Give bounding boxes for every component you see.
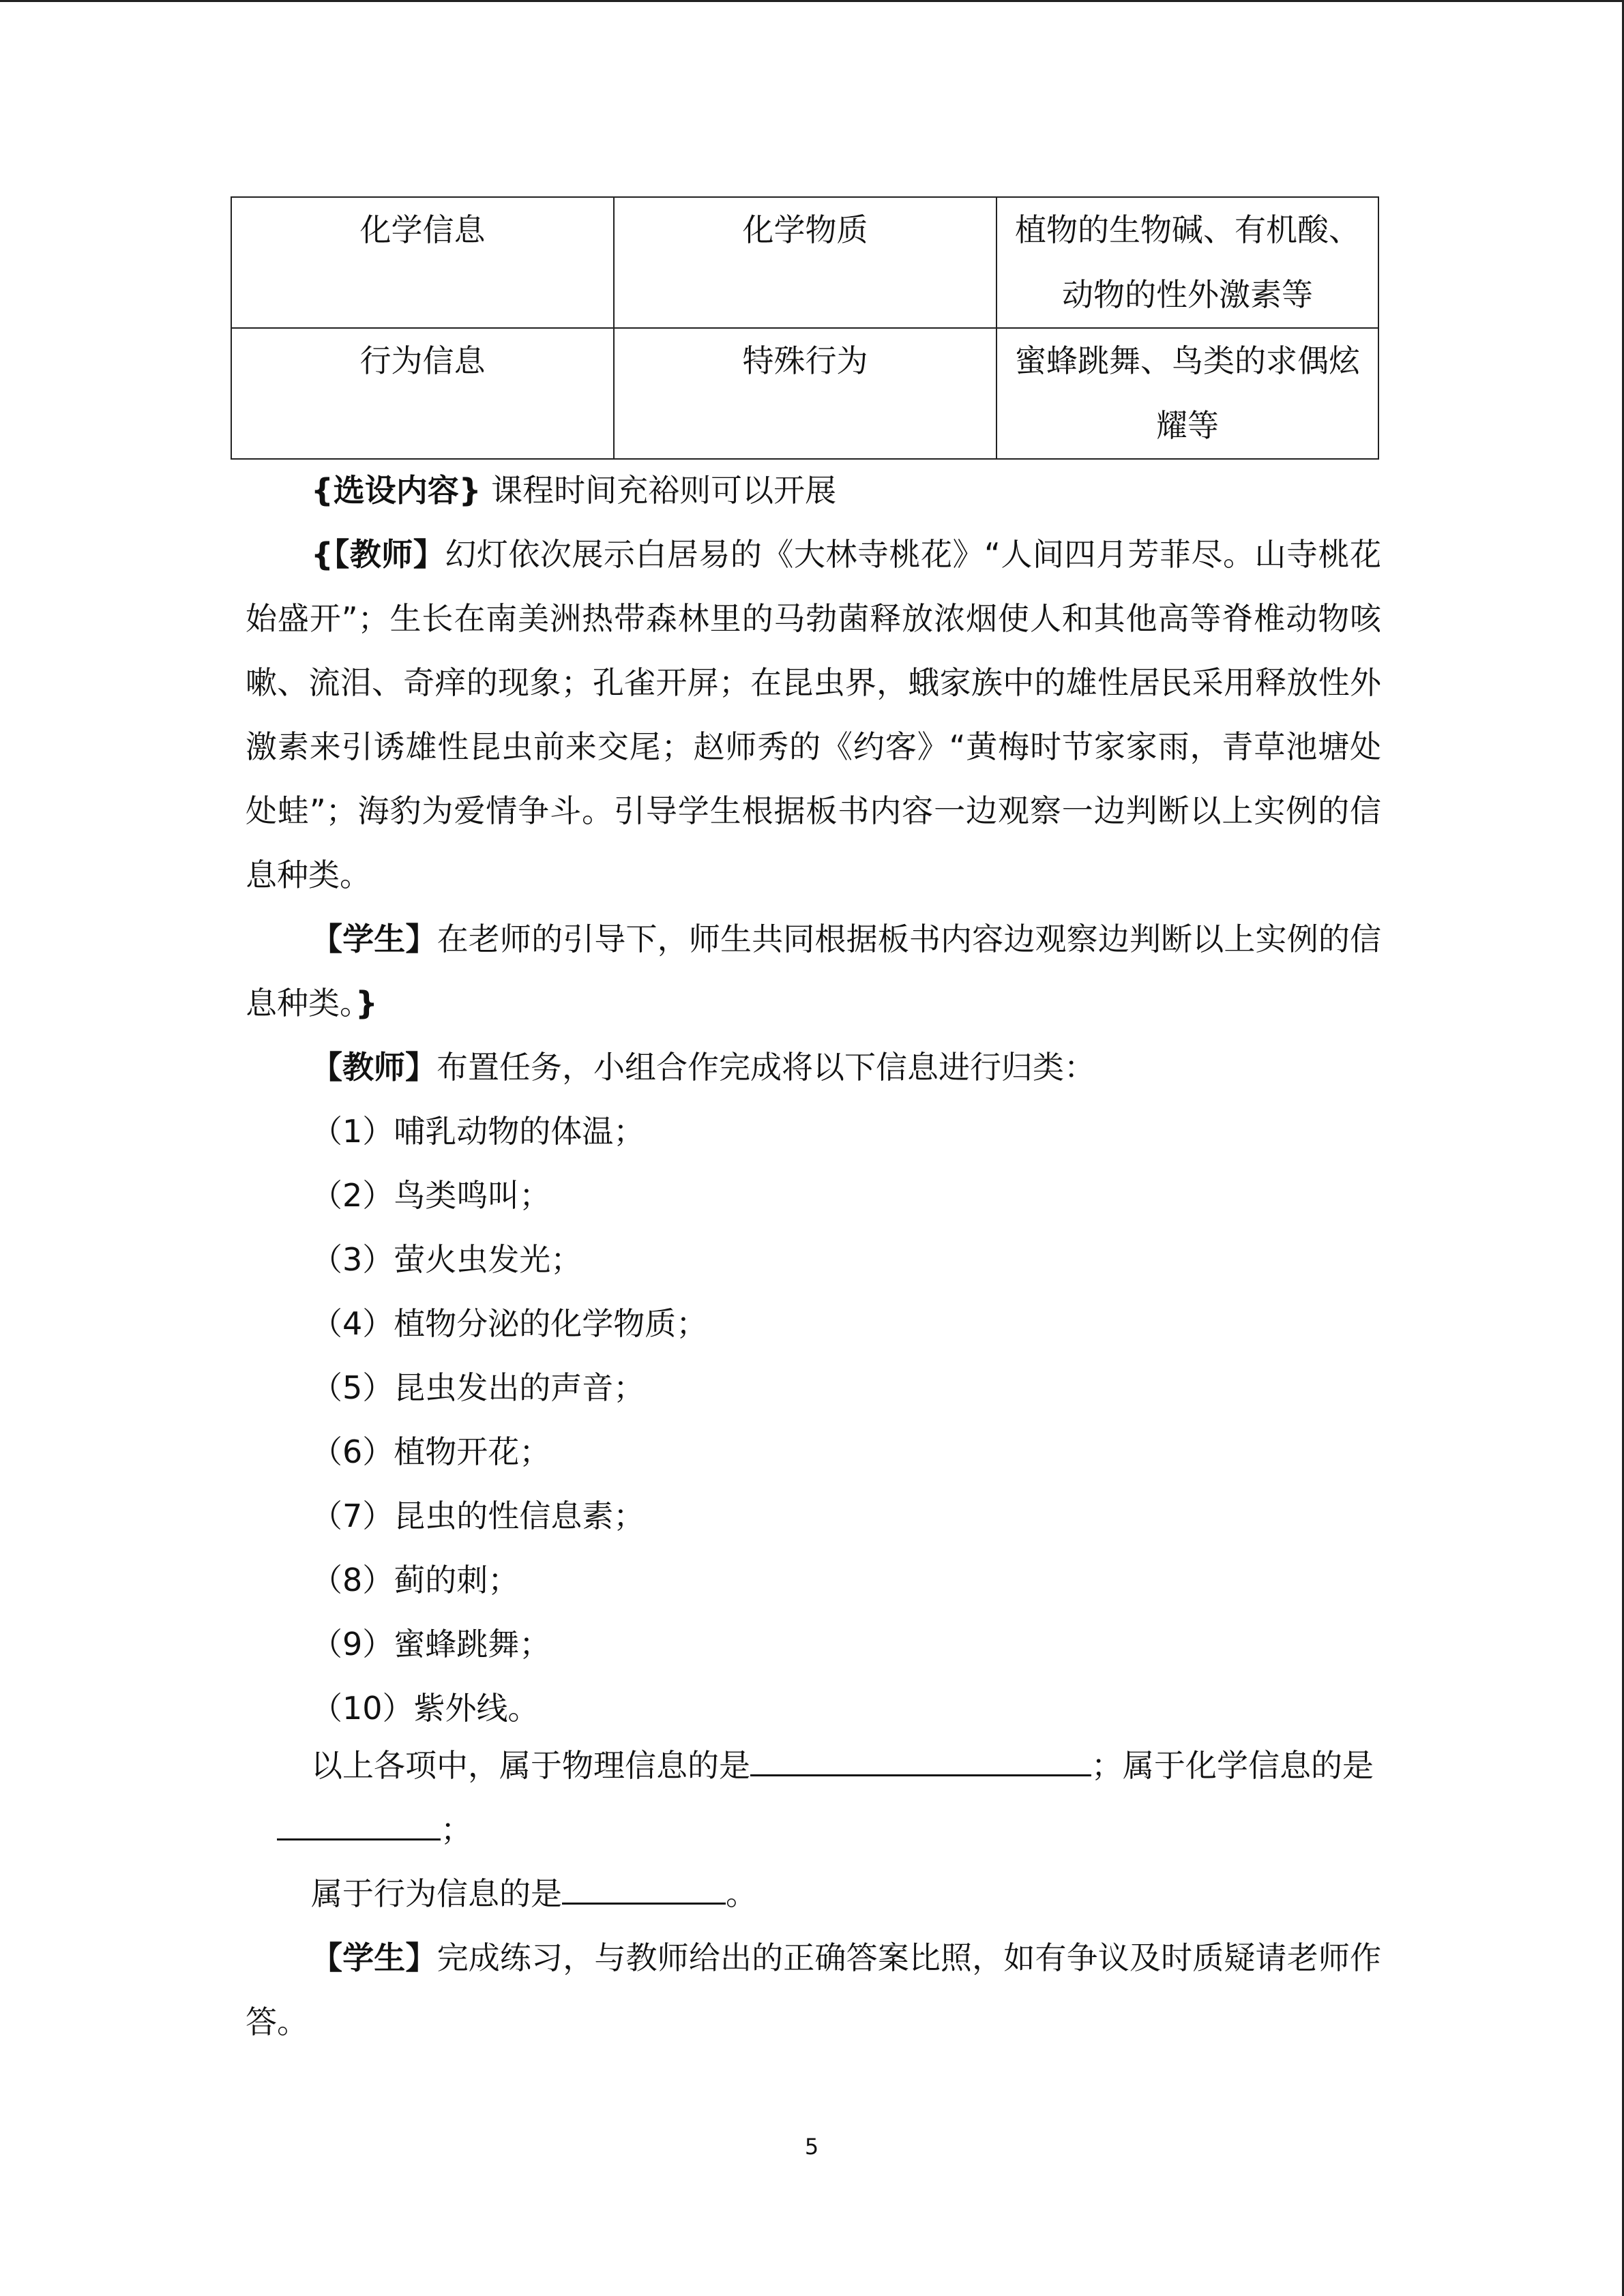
page-number: 5 — [804, 2134, 819, 2160]
answer-blank-behavior[interactable] — [562, 1870, 726, 1905]
open-brace: { — [311, 536, 334, 573]
page-border-top — [0, 0, 1624, 2]
student-text: 在老师的引导下，师生共同根据板书内容边观察边判断以上实例的信息种类。 — [246, 921, 1382, 1022]
question-text: 以上各项中，属于物理信息的是 — [311, 1747, 750, 1784]
table-cell-source: 特殊行为 — [614, 328, 996, 459]
question-text: 属于行为信息的是 — [311, 1875, 562, 1912]
info-table — [231, 196, 1379, 460]
table-cell-type: 行为信息 — [231, 328, 614, 459]
list-item: （7）昆虫的性信息素； — [311, 1497, 645, 1534]
optional-content-line — [311, 458, 836, 522]
list-item: （6）植物开花； — [311, 1433, 551, 1470]
teacher-tag: 【教师】 — [333, 536, 445, 573]
table-cell-examples: 蜜蜂跳舞、鸟类的求偶炫耀等 — [996, 328, 1378, 459]
teacher-tag: 【教师】 — [311, 1049, 437, 1086]
student-tag: 【学生】 — [311, 1939, 437, 1976]
list-item: （2）鸟类鸣叫； — [311, 1177, 551, 1214]
list-item: （1）哺乳动物的体温； — [311, 1113, 645, 1150]
answer-blank-chemical[interactable] — [277, 1806, 441, 1840]
student-text: 完成练习，与教师给出的正确答案比照，如有争议及时质疑请老师作答。 — [246, 1939, 1382, 2040]
table-cell-examples: 植物的生物碱、有机酸、动物的性外激素等 — [996, 197, 1378, 328]
close-brace: } — [355, 985, 378, 1022]
table-row — [231, 328, 1378, 459]
question-text: ；属于化学信息的是 — [1091, 1747, 1374, 1784]
list-item: （3）萤火虫发光； — [311, 1241, 582, 1278]
list-item: （9）蜜蜂跳舞； — [311, 1626, 551, 1663]
list-item: （10）紫外线。 — [311, 1690, 540, 1727]
answer-blank-physical[interactable] — [750, 1742, 1091, 1776]
student-tag: 【学生】 — [311, 921, 437, 957]
question-line-3 — [311, 1862, 757, 1926]
list-item: （8）蓟的刺； — [311, 1562, 520, 1598]
teacher-paragraph-2 — [311, 1035, 1095, 1099]
teacher-text: 幻灯依次展示白居易的《大林寺桃花》“人间四月芳菲尽。山寺桃花始盛开”；生长在南美洲热带森林里的马勃菌释放浓烟使人和其他高等脊椎动物咳嗽、流泪、奇痒的现象；孔雀开屏；在昆虫界，蛾家族中的雄性居民采用释放性外激素来引诱雄性昆虫前来交尾；赵师秀的《约客》“黄梅时节家家雨，青草池塘处处蛙”；海豹为爱情争斗。引导学生根据板书内容一边观察一边判断以上实例的信息种类。 — [246, 536, 1381, 893]
table-row — [231, 197, 1378, 328]
list-item: （4）植物分泌的化学物质； — [311, 1305, 708, 1342]
question-text: 。 — [726, 1875, 757, 1912]
question-line-1 — [311, 1733, 1374, 1798]
table-cell-type: 化学信息 — [231, 197, 614, 328]
table-cell-source: 化学物质 — [614, 197, 996, 328]
student-paragraph-1 — [246, 907, 1381, 1035]
optional-tag: {选设内容} — [311, 472, 482, 509]
optional-text: 课程时间充裕则可以开展 — [491, 472, 837, 509]
teacher-text: 布置任务，小组合作完成将以下信息进行归类： — [437, 1049, 1095, 1086]
student-paragraph-2 — [246, 1926, 1381, 2054]
question-text: ； — [441, 1811, 472, 1848]
list-item: （5）昆虫发出的声音； — [311, 1369, 645, 1406]
question-line-2 — [246, 1798, 472, 1862]
teacher-paragraph-1 — [246, 522, 1381, 907]
